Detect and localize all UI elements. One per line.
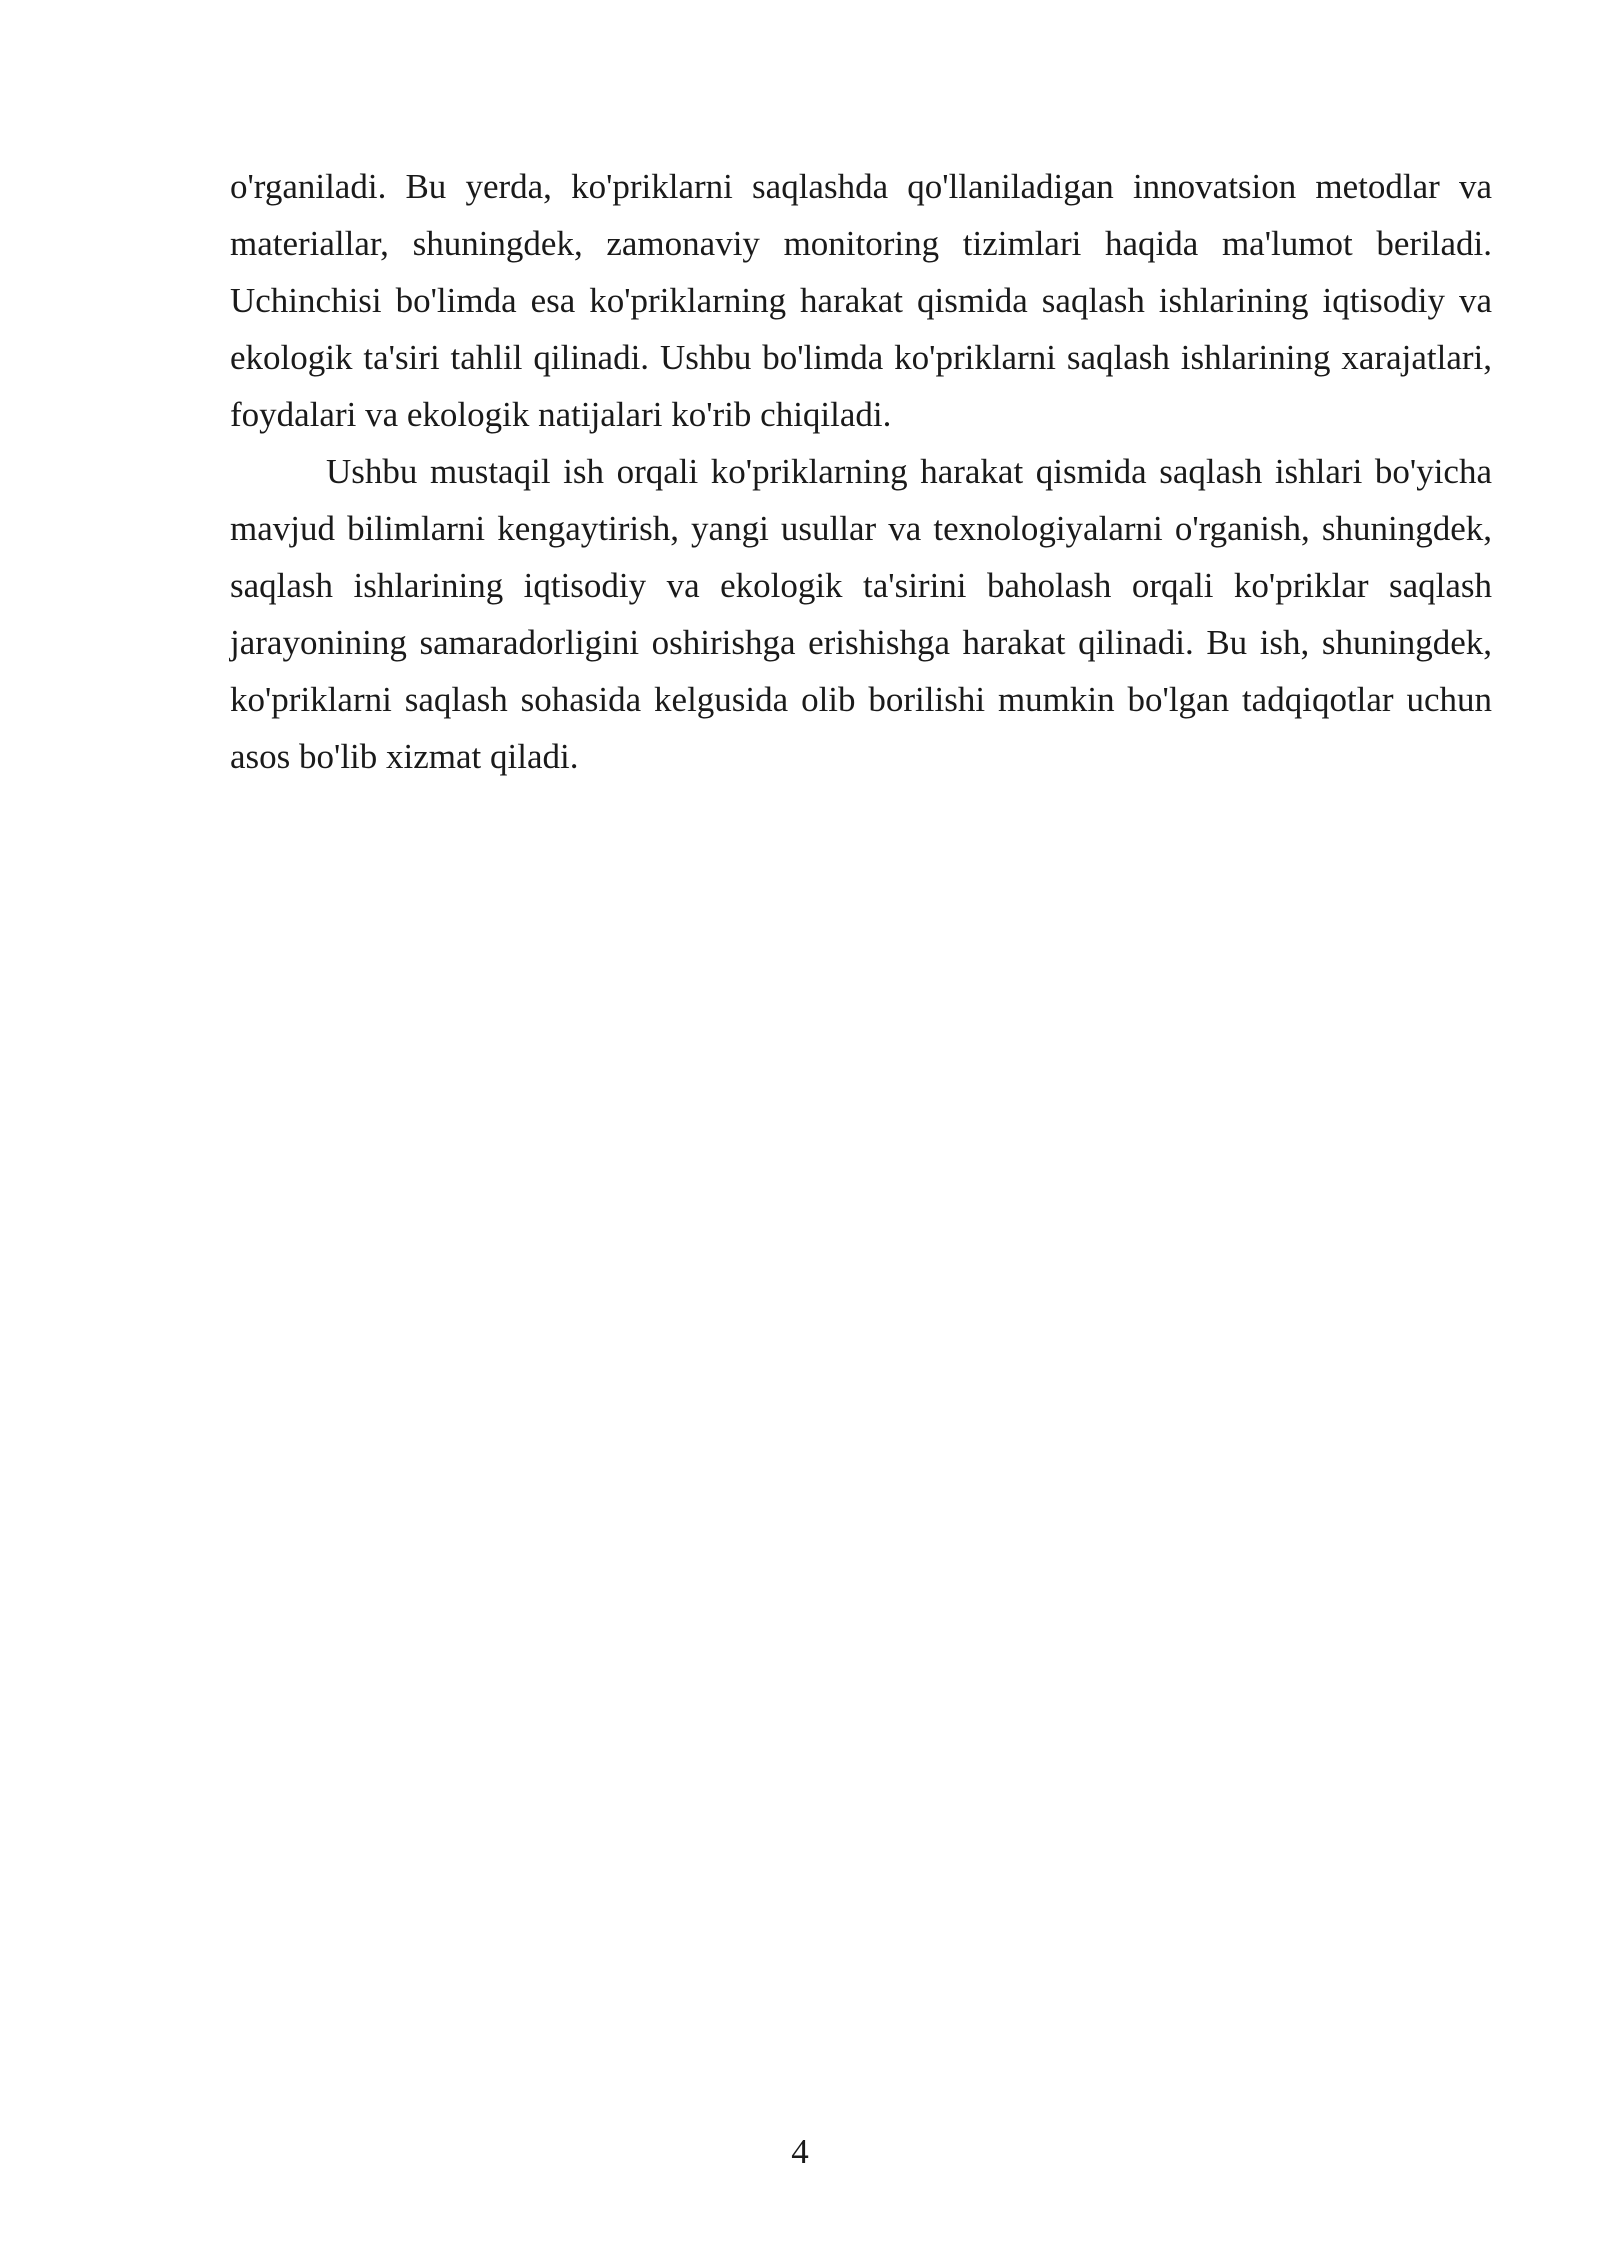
paragraph: Ushbu mustaqil ish orqali ko'priklarning harakat qismida saqlash ishlari bo'yicha mavjud bilimlarni kengaytirish, yangi usullar va texnologiyalarni o'rganish, shuningdek, saqlash ishlarining iqtisodiy va ekologik ta'sirini baholash orqali ko'priklar saqlash jarayonining samaradorligini oshirishga erishishga harakat qilinadi. Bu ish, shuningdek, ko'priklarni saqlash sohasida kelgusida olib borilishi mumkin bo'lgan tadqiqotlar uchun asos bo'lib xizmat qiladi. (230, 452, 1492, 776)
body-text (230, 158, 1492, 785)
page-number: 4 (791, 2132, 809, 2171)
paragraph-continued: o'rganiladi. Bu yerda, ko'priklarni saqlashda qo'llaniladigan innovatsion metodlar va materiallar, shuningdek, zamonaviy monitoring tizimlari haqida ma'lumot beriladi. Uchinchisi bo'limda esa ko'priklarning harakat qismida saqlash ishlarining iqtisodiy va ekologik ta'siri tahlil qilinadi. Ushbu bo'limda ko'priklarni saqlash ishlarining xarajatlari, foydalari va ekologik natijalari ko'rib chiqiladi. (230, 167, 1492, 434)
